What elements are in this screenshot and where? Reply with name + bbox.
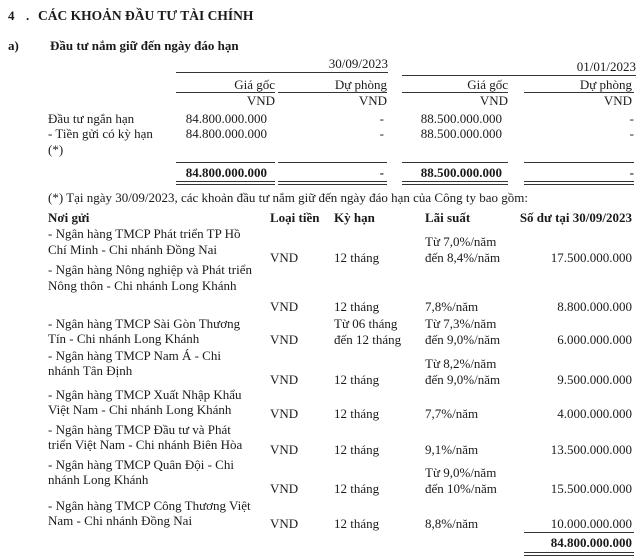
summary-total: - bbox=[629, 165, 634, 180]
section-number: 4 bbox=[8, 8, 15, 23]
bank-name-line: Nam - Chi nhánh Đồng Nai bbox=[48, 513, 193, 528]
summary-cell: - bbox=[379, 111, 384, 126]
balance-cell: 8.800.000.000 bbox=[557, 299, 632, 314]
totals-double-rule bbox=[278, 181, 387, 185]
subsection-title: Đầu tư nắm giữ đến ngày đáo hạn bbox=[50, 38, 239, 53]
bank-name-line: triển Việt Nam - Chi nhánh Biên Hòa bbox=[48, 437, 243, 452]
balance-cell: 6.000.000.000 bbox=[557, 332, 632, 347]
detail-total: 84.800.000.000 bbox=[550, 535, 632, 550]
totals-rule bbox=[402, 162, 508, 163]
summary-cell: 84.800.000.000 bbox=[185, 111, 267, 126]
section-title: CÁC KHOẢN ĐẦU TƯ TÀI CHÍNH bbox=[38, 8, 254, 23]
term-cell: 12 tháng bbox=[334, 250, 380, 265]
balance-cell: 4.000.000.000 bbox=[557, 406, 632, 421]
rate-line: đến 10%/năm bbox=[425, 481, 497, 496]
summary-cell: 88.500.000.000 bbox=[420, 111, 502, 126]
summary-cell: 88.500.000.000 bbox=[420, 126, 502, 141]
bank-name-line: Nông thôn - Chi nhánh Long Khánh bbox=[48, 278, 237, 293]
totals-double-rule bbox=[524, 181, 634, 185]
summary-col-unit: VND bbox=[479, 93, 508, 108]
summary-col-rule bbox=[278, 92, 387, 93]
detail-header: Lãi suất bbox=[425, 210, 471, 225]
rate-line: Từ 7,0%/năm bbox=[425, 234, 497, 249]
section-number-dot: . bbox=[26, 8, 30, 23]
summary-col-label: Giá gốc bbox=[467, 77, 508, 92]
term-cell: 12 tháng bbox=[334, 481, 380, 496]
summary-col-unit: VND bbox=[358, 93, 387, 108]
summary-col-unit: VND bbox=[246, 93, 275, 108]
rate-line: 9,1%/năm bbox=[425, 442, 479, 457]
term-cell: 12 tháng bbox=[334, 372, 380, 387]
bank-name-line: - Ngân hàng TMCP Đầu tư và Phát bbox=[48, 422, 231, 437]
totals-double-rule bbox=[402, 181, 508, 185]
summary-col-rule bbox=[176, 92, 275, 93]
detail-header: Loại tiền bbox=[270, 210, 320, 225]
term-cell: 12 tháng bbox=[334, 442, 380, 457]
summary-cell: - bbox=[379, 126, 384, 141]
term-cell: 12 tháng bbox=[334, 299, 380, 314]
rate-line: đến 8,4%/năm bbox=[425, 250, 501, 265]
summary-col-rule bbox=[524, 92, 634, 93]
summary-date-current: 30/09/2023 bbox=[328, 56, 388, 71]
summary-row-label: Đầu tư ngắn hạn bbox=[48, 111, 135, 126]
summary-col-label: Dự phòng bbox=[579, 77, 632, 92]
currency-cell: VND bbox=[270, 250, 299, 265]
currency-cell: VND bbox=[270, 442, 299, 457]
summary-row-label: - Tiền gửi có kỳ hạn bbox=[48, 126, 153, 141]
detail-note: (*) Tại ngày 30/09/2023, các khoản đầu tư nắm giữ đến ngày đáo hạn của Công ty bao gồm: bbox=[48, 190, 528, 205]
balance-cell: 17.500.000.000 bbox=[550, 250, 632, 265]
bank-name-line: Tín - Chi nhánh Long Khánh bbox=[48, 331, 200, 346]
currency-cell: VND bbox=[270, 332, 299, 347]
currency-cell: VND bbox=[270, 299, 299, 314]
currency-cell: VND bbox=[270, 406, 299, 421]
summary-row-label: (*) bbox=[48, 142, 64, 157]
term-cell: 12 tháng bbox=[334, 516, 380, 531]
summary-date-current-rule bbox=[176, 72, 388, 73]
term-cell: 12 tháng bbox=[334, 406, 380, 421]
detail-header: Kỳ hạn bbox=[334, 210, 375, 225]
summary-cell: 84.800.000.000 bbox=[185, 126, 267, 141]
totals-double-rule bbox=[176, 181, 275, 185]
bank-name-line: - Ngân hàng TMCP Xuất Nhập Khẩu bbox=[48, 387, 242, 402]
detail-total-double-rule bbox=[524, 552, 634, 556]
term-line: đến 12 tháng bbox=[334, 332, 402, 347]
rate-line: 7,8%/năm bbox=[425, 299, 479, 314]
bank-name-line: Chí Minh - Chi nhánh Đồng Nai bbox=[48, 242, 217, 257]
totals-rule bbox=[278, 162, 387, 163]
totals-rule bbox=[176, 162, 275, 163]
summary-col-label: Dự phòng bbox=[334, 77, 387, 92]
bank-name-line: - Ngân hàng TMCP Nam Á - Chi bbox=[48, 348, 221, 363]
bank-name-line: - Ngân hàng Nông nghiệp và Phát triển bbox=[48, 262, 252, 277]
bank-name-line: Việt Nam - Chi nhánh Long Khánh bbox=[48, 402, 232, 417]
totals-rule bbox=[524, 162, 634, 163]
summary-total: 88.500.000.000 bbox=[420, 165, 502, 180]
bank-name-line: nhánh Tân Định bbox=[48, 363, 133, 378]
bank-name-line: - Ngân hàng TMCP Quân Đội - Chi bbox=[48, 457, 234, 472]
summary-date-prior-rule bbox=[402, 75, 636, 76]
balance-cell: 9.500.000.000 bbox=[557, 372, 632, 387]
summary-total: - bbox=[379, 165, 384, 180]
rate-line: Từ 7,3%/năm bbox=[425, 316, 497, 331]
summary-col-rule bbox=[402, 92, 508, 93]
subsection-letter: a) bbox=[8, 38, 19, 53]
summary-col-label: Giá gốc bbox=[234, 77, 275, 92]
detail-total-rule bbox=[524, 532, 634, 533]
term-line: Từ 06 tháng bbox=[334, 316, 398, 331]
rate-line: Từ 9,0%/năm bbox=[425, 465, 497, 480]
summary-date-prior: 01/01/2023 bbox=[576, 59, 636, 74]
bank-name-line: - Ngân hàng TMCP Sài Gòn Thương bbox=[48, 316, 241, 331]
summary-cell: - bbox=[629, 126, 634, 141]
rate-line: 7,7%/năm bbox=[425, 406, 479, 421]
bank-name-line: nhánh Long Khánh bbox=[48, 472, 149, 487]
detail-header: Số dư tại 30/09/2023 bbox=[519, 210, 632, 225]
summary-cell: - bbox=[629, 111, 634, 126]
bank-name-line: - Ngân hàng TMCP Công Thương Việt bbox=[48, 498, 251, 513]
rate-line: đến 9,0%/năm bbox=[425, 372, 501, 387]
rate-line: đến 9,0%/năm bbox=[425, 332, 501, 347]
bank-name-line: - Ngân hàng TMCP Phát triển TP Hồ bbox=[48, 226, 241, 241]
currency-cell: VND bbox=[270, 372, 299, 387]
balance-cell: 10.000.000.000 bbox=[550, 516, 632, 531]
rate-line: Từ 8,2%/năm bbox=[425, 356, 497, 371]
currency-cell: VND bbox=[270, 516, 299, 531]
rate-line: 8,8%/năm bbox=[425, 516, 479, 531]
balance-cell: 15.500.000.000 bbox=[550, 481, 632, 496]
currency-cell: VND bbox=[270, 481, 299, 496]
detail-header: Nơi gửi bbox=[48, 210, 90, 225]
balance-cell: 13.500.000.000 bbox=[550, 442, 632, 457]
summary-total: 84.800.000.000 bbox=[185, 165, 267, 180]
summary-col-unit: VND bbox=[603, 93, 632, 108]
